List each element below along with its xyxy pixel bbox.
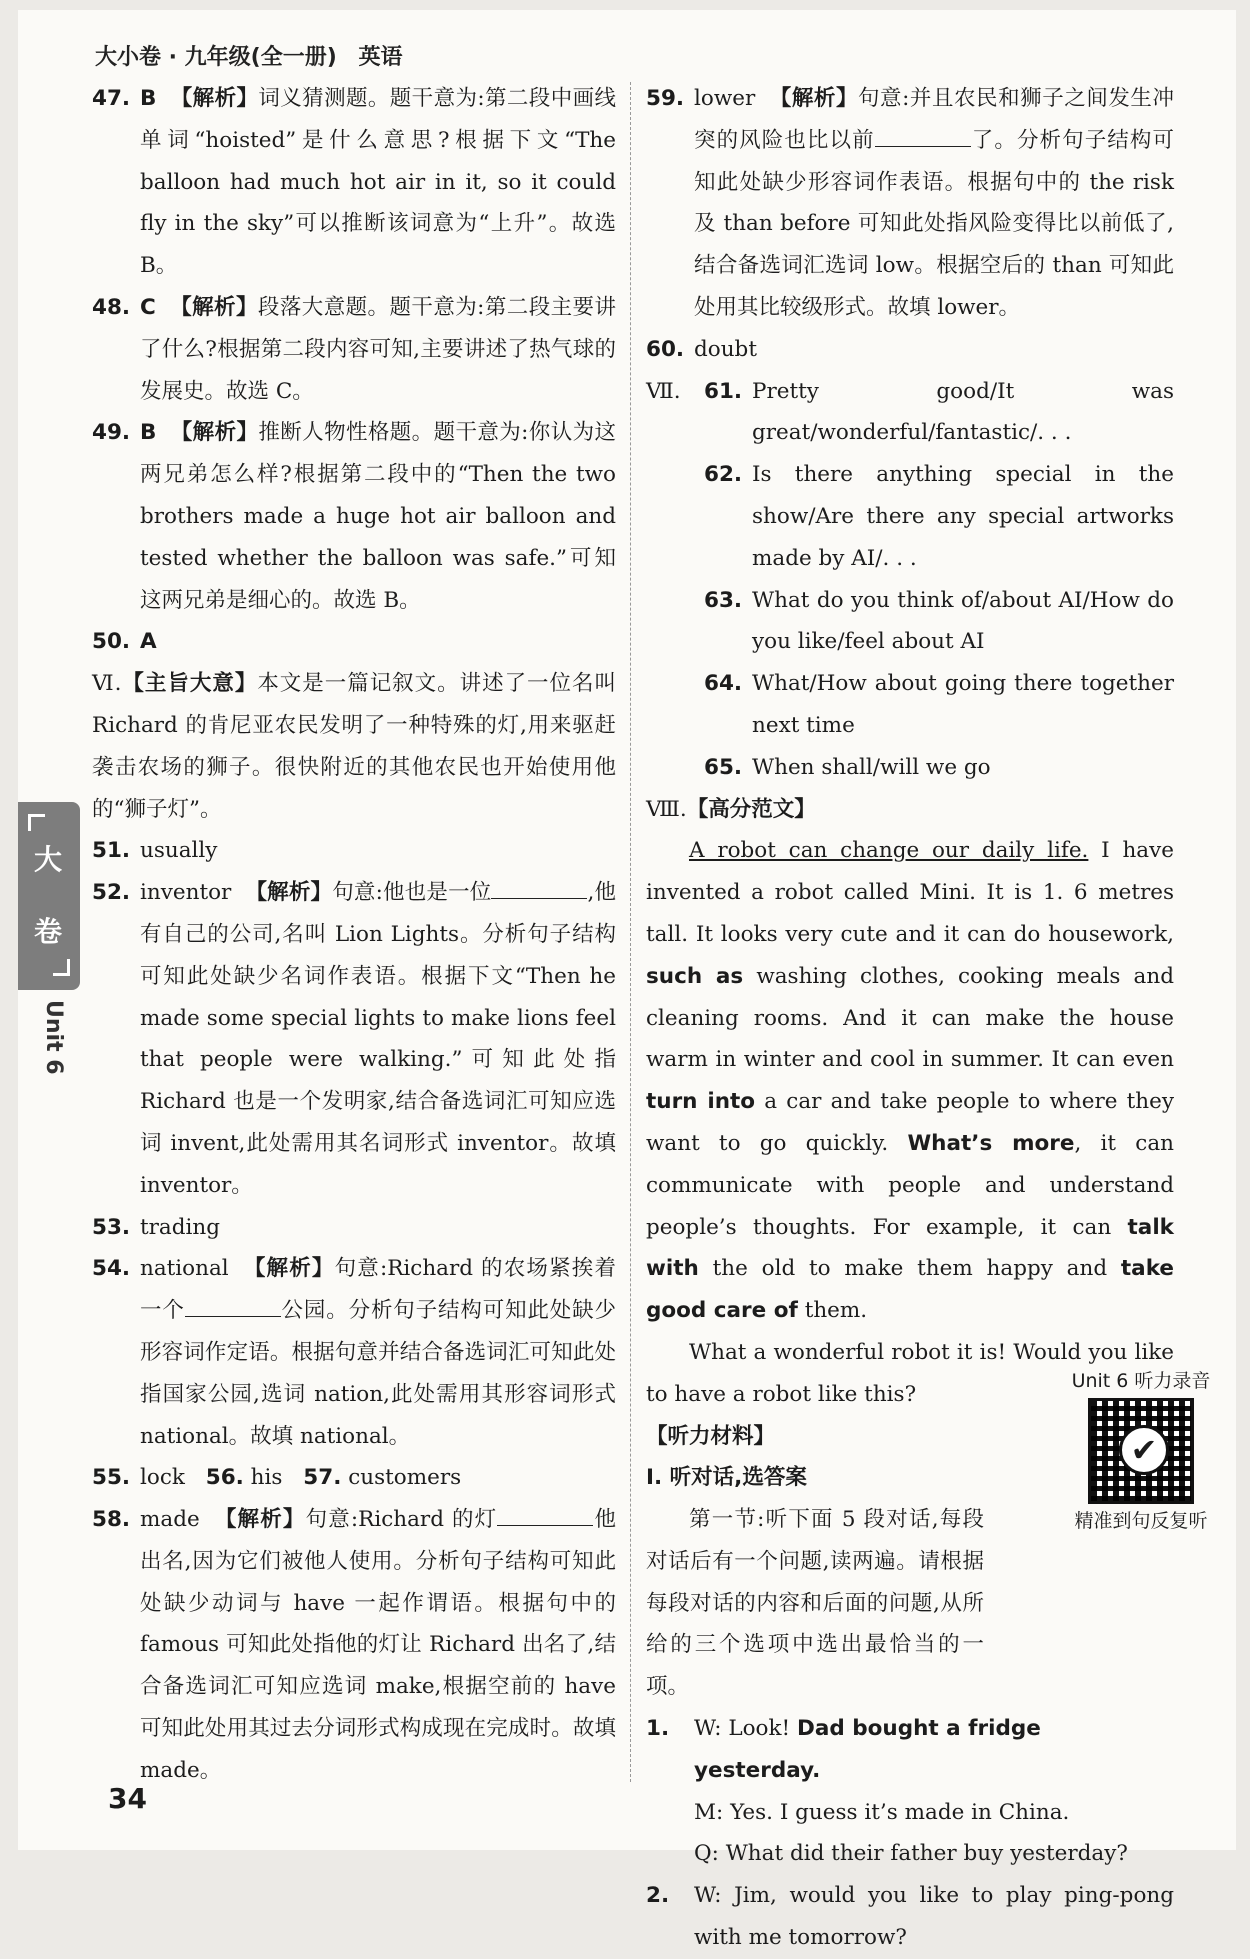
question-number: 63. <box>704 587 743 613</box>
roman-numeral: Ⅷ. <box>646 796 687 822</box>
answer-62 <box>646 454 1174 579</box>
analysis-text-post: 他出名,因为它们被他人使用。分析句子结构可知此处缺少动词与 have 一起作谓语。根据句中的 famous 可知此处指他的灯让 Richard 出名了,结合备选词汇可知应选词 make,根据空前的 have 可知此处用其过去分词形式构成现在完成时。故填 made。 <box>140 1507 616 1783</box>
highlight-phrase: What’s more <box>907 1130 1075 1156</box>
highlight-phrase: talk with <box>646 1214 1174 1282</box>
question-number: 59. <box>646 86 685 111</box>
question-number: 60. <box>646 336 685 362</box>
answer-word: lock <box>140 1465 185 1491</box>
essay-text: washing clothes, cooking meals and cleaning rooms. And it can make the house warm in winter and cool in summer. It can even <box>646 963 1174 1073</box>
dialogue-line: Look! <box>728 1716 797 1742</box>
answer-60 <box>646 329 1174 371</box>
answer-sentence: Is there anything special in the show/Are there any special artworks made by AI/. . . <box>752 462 1174 571</box>
summary-tag: 【主旨大意】 <box>121 671 258 697</box>
analysis-tag: 【解析】 <box>169 294 258 320</box>
question-number: 56. <box>205 1465 244 1491</box>
answer-59 <box>646 78 1174 329</box>
essay-text: , it can communicate with people and understand people’s thoughts. For example, it can <box>646 1130 1174 1240</box>
analysis-tag: 【解析】 <box>170 86 259 111</box>
answer-sentence: What do you think of/about AI/How do you like/feel about AI <box>752 587 1174 655</box>
side-tab-char-1: 大 <box>34 843 63 876</box>
analysis-tag: 【解析】 <box>769 86 858 111</box>
answer-word: usually <box>140 838 218 864</box>
dialogue-key-line: Dad bought a fridge yesterday. <box>694 1716 1041 1783</box>
book-title: 大小卷 · 九年级(全一册) <box>95 45 337 70</box>
answer-61 <box>646 371 1174 455</box>
analysis-text-post: 了。分析句子结构可知此处缺少形容词作表语。根据句中的 the risk 及 than before 可知此处指风险变得比以前低了,结合备选词汇选词 low。根据空后的 than 可知此处用其比较级形式。故填 lower。 <box>694 127 1174 320</box>
question-number: 50. <box>92 629 131 655</box>
answers-55-57 <box>92 1457 616 1499</box>
answer-letter: C <box>140 294 156 320</box>
answer-sentence: What/How about going there together next time <box>752 671 1174 738</box>
question-number: 62. <box>704 462 743 488</box>
roman-numeral: Ⅶ. <box>646 378 681 404</box>
qr-code-icon[interactable] <box>1088 1398 1194 1504</box>
speaker-w: W: <box>694 1716 722 1742</box>
essay-text: the old to make them happy and <box>698 1256 1121 1282</box>
answer-word: national <box>140 1256 229 1282</box>
dialogue-question: Q: What did their father buy yesterday? <box>694 1841 1128 1867</box>
qr-caption: 精准到句反复听 <box>1074 1510 1208 1532</box>
analysis-tag: 【解析】 <box>213 1507 306 1533</box>
dialogue-line-m: M: Yes. I guess it’s made in China. <box>694 1799 1070 1825</box>
model-essay-paragraph-2: What a wonderful robot it is! Would you like to have a robot like this? <box>646 1339 1174 1407</box>
answer-word: trading <box>140 1214 220 1240</box>
answer-word: customers <box>348 1465 462 1491</box>
section-8-heading <box>646 789 1174 831</box>
highlight-phrase: take good care of <box>646 1256 1174 1324</box>
question-number: 49. <box>92 420 131 446</box>
answer-53 <box>92 1207 616 1249</box>
section-7 <box>646 371 1174 789</box>
question-number: 1. <box>646 1716 670 1742</box>
page-number: 34 <box>108 1782 147 1815</box>
answer-word: made <box>140 1507 200 1533</box>
qr-label: Unit 6 听力录音 <box>1071 1370 1211 1392</box>
analysis-tag: 【解析】 <box>242 1256 335 1282</box>
essay-title: A robot can change our daily life. <box>689 838 1089 864</box>
summary-text: 本文是一篇记叙文。讲述了一位名叫 Richard 的肯尼亚农民发明了一种特殊的灯,用来驱赶袭击农场的狮子。很快附近的其他农民也开始使用他的“狮子灯”。 <box>92 671 616 822</box>
question-number: 64. <box>704 671 743 697</box>
analysis-tag: 【解析】 <box>170 420 259 446</box>
dialogue-2 <box>646 1875 1174 1959</box>
analysis-text-pre: 句意:他也是一位 <box>332 880 492 906</box>
answer-49 <box>92 412 616 621</box>
blank-line <box>875 124 971 147</box>
roman-numeral: Ⅵ. <box>92 671 122 697</box>
dialogue-line: W: Jim, would you like to play ping-pong with me tomorrow? <box>694 1883 1174 1951</box>
highlight-phrase: turn into <box>646 1089 756 1115</box>
unit-label: Unit 6 <box>41 1000 66 1075</box>
question-number: 47. <box>92 86 131 111</box>
blank-line <box>491 876 587 899</box>
answer-51 <box>92 830 616 872</box>
essay-text: them. <box>797 1298 868 1324</box>
answer-47 <box>92 78 616 287</box>
essay-text: I have invented a robot called Mini. It is 1. 6 metres tall. It looks very cute and it can do housework, <box>646 838 1174 947</box>
section-6-summary <box>92 663 616 830</box>
answer-letter: B <box>140 86 157 111</box>
answer-word: inventor <box>140 880 232 906</box>
answer-48 <box>92 287 616 412</box>
answer-58 <box>92 1499 616 1792</box>
answer-letter: B <box>140 420 157 446</box>
analysis-text: 段落大意题。题干意为:第二段主要讲了什么?根据第二段内容可知,主要讲述了热气球的发展史。故选 C。 <box>140 294 616 404</box>
side-tab <box>18 802 80 990</box>
question-number: 53. <box>92 1214 131 1240</box>
analysis-text-post: ,他有自己的公司,名叫 Lion Lights。分析句子结构可知此处缺少名词作表语。根据下文“Then he made some special lights to make lions feel that people were walking.”可知此处指 Richard 也是一个发明家,结合备选词汇可知应选词 invent,此处需用其名词形式 inventor。故填 inventor。 <box>140 880 616 1198</box>
blank-line <box>185 1294 281 1317</box>
check-icon: ✔ <box>1119 1425 1169 1475</box>
dialogue-1 <box>646 1708 1174 1875</box>
question-number: 61. <box>704 378 743 404</box>
question-number: 65. <box>704 754 743 780</box>
analysis-text-pre: 句意:Richard 的农场紧挨着一个 <box>140 1256 616 1324</box>
answer-52 <box>92 872 616 1206</box>
analysis-text-post: 公园。分析句子结构可知此处缺少形容词作定语。根据句意并结合备选词汇可知此处指国家公园,选词 nation,此处需用其形容词形式 national。故填 national。 <box>140 1298 616 1449</box>
left-column <box>92 78 616 1792</box>
analysis-text-pre: 句意:并且农民和狮子之间发生冲突的风险也比以前 <box>694 86 1174 153</box>
answer-65 <box>646 747 1174 789</box>
answer-sentence: When shall/will we go <box>752 754 991 780</box>
analysis-text-pre: 句意:Richard 的灯 <box>305 1507 498 1533</box>
answer-50 <box>92 621 616 663</box>
bracket-top-icon <box>28 814 45 831</box>
answer-letter: A <box>140 629 157 655</box>
page-header <box>95 40 416 71</box>
listening-intro: 第一节:听下面 5 段对话,每段对话后有一个问题,读两遍。请根据每段对话的内容和后面的问题,从所给的三个选项中选出最恰当的一项。 <box>646 1507 984 1700</box>
answer-word: lower <box>694 86 756 111</box>
question-number: 54. <box>92 1256 131 1282</box>
question-number: 51. <box>92 838 131 864</box>
model-essay-tag: 【高分范文】 <box>686 796 816 822</box>
side-tab-char-2: 卷 <box>34 915 63 948</box>
question-number: 2. <box>646 1883 670 1909</box>
qr-code-panel[interactable] <box>1056 1368 1226 1534</box>
listening-heading: 【听力材料】 <box>646 1423 776 1449</box>
blank-line <box>497 1503 593 1526</box>
analysis-text: 词义猜测题。题干意为:第二段中画线单词“hoisted”是什么意思?根据下文“The balloon had much hot air in it, so it could fly in the sky”可以推断该词意为“上升”。故选 B。 <box>140 86 616 279</box>
question-number: 58. <box>92 1507 131 1533</box>
model-essay-paragraph-1 <box>646 830 1174 1332</box>
question-number: 52. <box>92 880 131 906</box>
answer-word: his <box>250 1465 283 1491</box>
highlight-phrase: such as <box>646 963 744 989</box>
bracket-bottom-icon <box>53 959 70 976</box>
essay-text: a car and take people to where they want to go quickly. <box>646 1089 1174 1156</box>
analysis-text: 推断人物性格题。题干意为:你认为这两兄弟怎么样?根据第二段中的“Then the two brothers made a huge hot air balloon and tested whether the balloon was safe.”可知这两兄弟是细心的。故选 B。 <box>140 420 616 613</box>
listening-section-1: Ⅰ. 听对话,选答案 <box>646 1465 807 1491</box>
right-column <box>646 78 1174 1959</box>
answer-63 <box>646 580 1174 664</box>
analysis-tag: 【解析】 <box>245 880 333 906</box>
answer-sentence: Pretty good/It was great/wonderful/fantastic/. . . <box>752 378 1174 446</box>
subject-label: 英语 <box>358 45 403 70</box>
question-number: 48. <box>92 294 131 320</box>
question-number: 57. <box>303 1465 342 1491</box>
column-divider <box>630 82 631 1782</box>
answer-64 <box>646 663 1174 747</box>
answer-word: doubt <box>694 336 757 362</box>
answer-54 <box>92 1248 616 1457</box>
question-number: 55. <box>92 1465 131 1491</box>
